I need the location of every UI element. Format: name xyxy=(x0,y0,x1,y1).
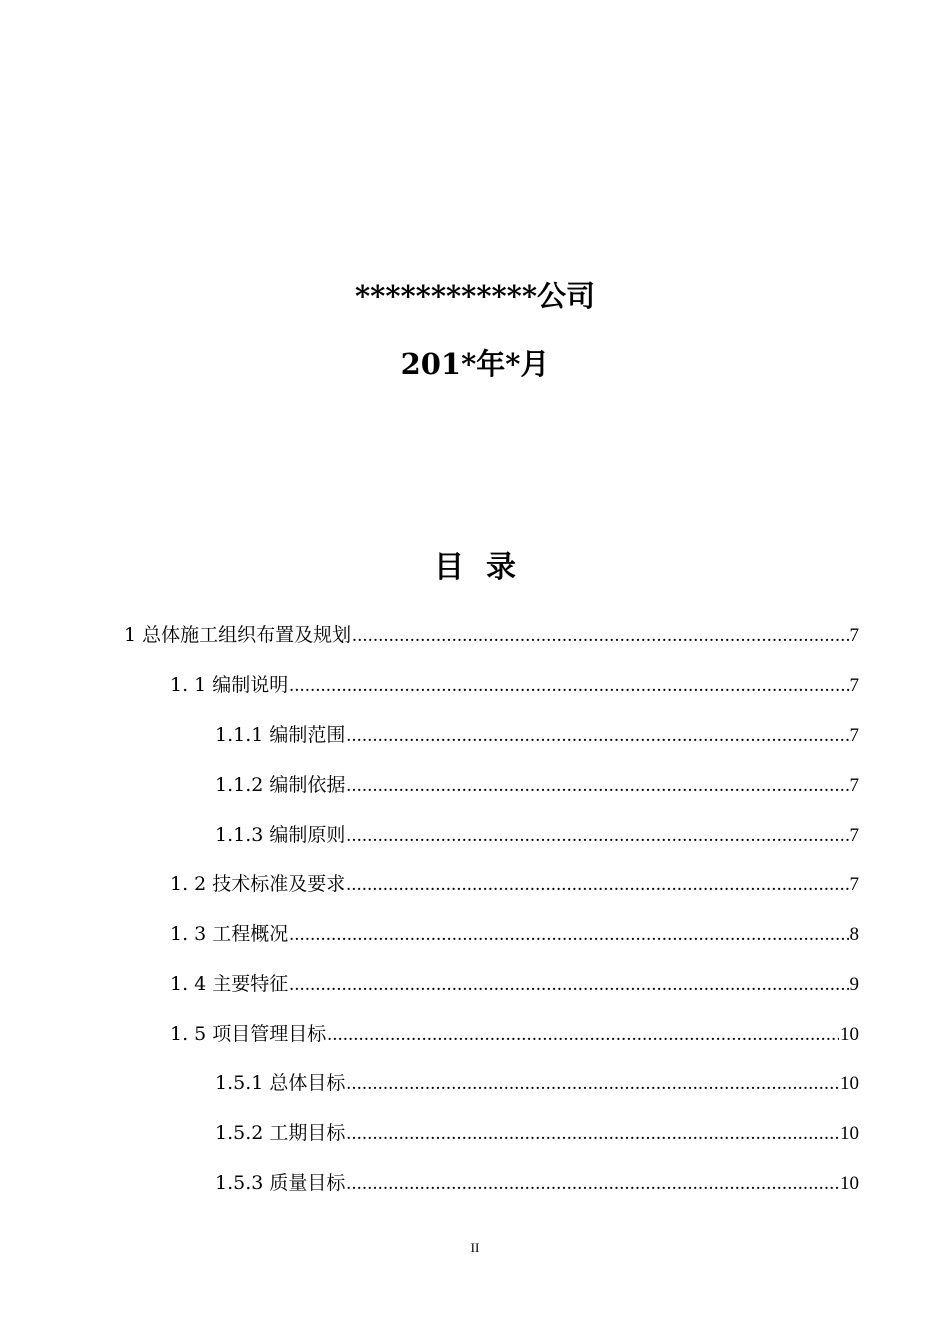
toc-leader-dots xyxy=(346,821,848,851)
toc-entry-page: 10 xyxy=(840,1073,859,1094)
toc-entry-label: 1. 4 主要特征 xyxy=(170,973,289,995)
toc-entry-label: 1. 2 技术标准及要求 xyxy=(170,873,346,895)
toc-entry-1-1-1[interactable] xyxy=(215,720,859,750)
toc-entry-label: 1.1.1 编制范围 xyxy=(215,724,346,746)
toc-entry-label: 1 总体施工组织布置及规划 xyxy=(124,624,352,646)
toc-leader-dots xyxy=(346,771,848,801)
toc-entry-page: 8 xyxy=(849,924,859,945)
toc-entry-page: 7 xyxy=(849,775,859,796)
toc-leader-dots xyxy=(346,1169,839,1199)
toc-entry-label: 1.5.1 总体目标 xyxy=(215,1072,346,1094)
toc-entry-1-5-1[interactable] xyxy=(215,1068,859,1098)
toc-entry-page: 10 xyxy=(840,1173,859,1194)
toc-entry-1[interactable] xyxy=(124,620,859,650)
toc-title: 目录 xyxy=(434,550,538,585)
toc-entry-1-1-2[interactable] xyxy=(215,770,859,800)
toc-entry-page: 9 xyxy=(849,974,859,995)
toc-entry-1-1-3[interactable] xyxy=(215,820,859,850)
toc-entry-page: 7 xyxy=(849,825,859,846)
company-name: ************公司 xyxy=(355,279,595,313)
toc-leader-dots xyxy=(289,671,848,701)
toc-entry-label: 1.5.3 质量目标 xyxy=(215,1172,346,1194)
toc-leader-dots xyxy=(346,1119,839,1149)
toc-entry-1-4[interactable] xyxy=(170,969,859,999)
toc-entry-label: 1.1.2 编制依据 xyxy=(215,774,346,796)
toc-leader-dots xyxy=(327,1020,839,1050)
toc-entry-label: 1. 3 工程概况 xyxy=(170,923,289,945)
toc-entry-1-1[interactable] xyxy=(170,670,859,700)
toc-entry-page: 10 xyxy=(840,1123,859,1144)
toc-leader-dots xyxy=(289,970,848,1000)
toc-entry-label: 1. 5 项目管理目标 xyxy=(170,1023,327,1045)
toc-leader-dots xyxy=(346,870,848,900)
toc-leader-dots xyxy=(289,920,848,950)
toc-entry-label: 1.5.2 工期目标 xyxy=(215,1122,346,1144)
toc-leader-dots xyxy=(352,621,848,651)
toc-entry-1-3[interactable] xyxy=(170,919,859,949)
toc-leader-dots xyxy=(346,721,848,751)
toc-entry-1-5-2[interactable] xyxy=(215,1118,859,1148)
toc-entry-page: 7 xyxy=(849,675,859,696)
toc-entry-label: 1.1.3 编制原则 xyxy=(215,824,346,846)
toc-entry-page: 7 xyxy=(849,874,859,895)
toc-entry-page: 7 xyxy=(849,725,859,746)
toc-entry-1-5-3[interactable] xyxy=(215,1168,859,1198)
toc-entry-page: 10 xyxy=(840,1024,859,1045)
toc-entry-page: 7 xyxy=(849,625,859,646)
toc-leader-dots xyxy=(346,1069,839,1099)
toc-entry-1-5[interactable] xyxy=(170,1019,859,1049)
document-date: 201*年*月 xyxy=(400,347,550,381)
toc-entry-1-2[interactable] xyxy=(170,869,859,899)
page-number: II xyxy=(470,1240,480,1255)
toc-entry-label: 1. 1 编制说明 xyxy=(170,674,289,696)
